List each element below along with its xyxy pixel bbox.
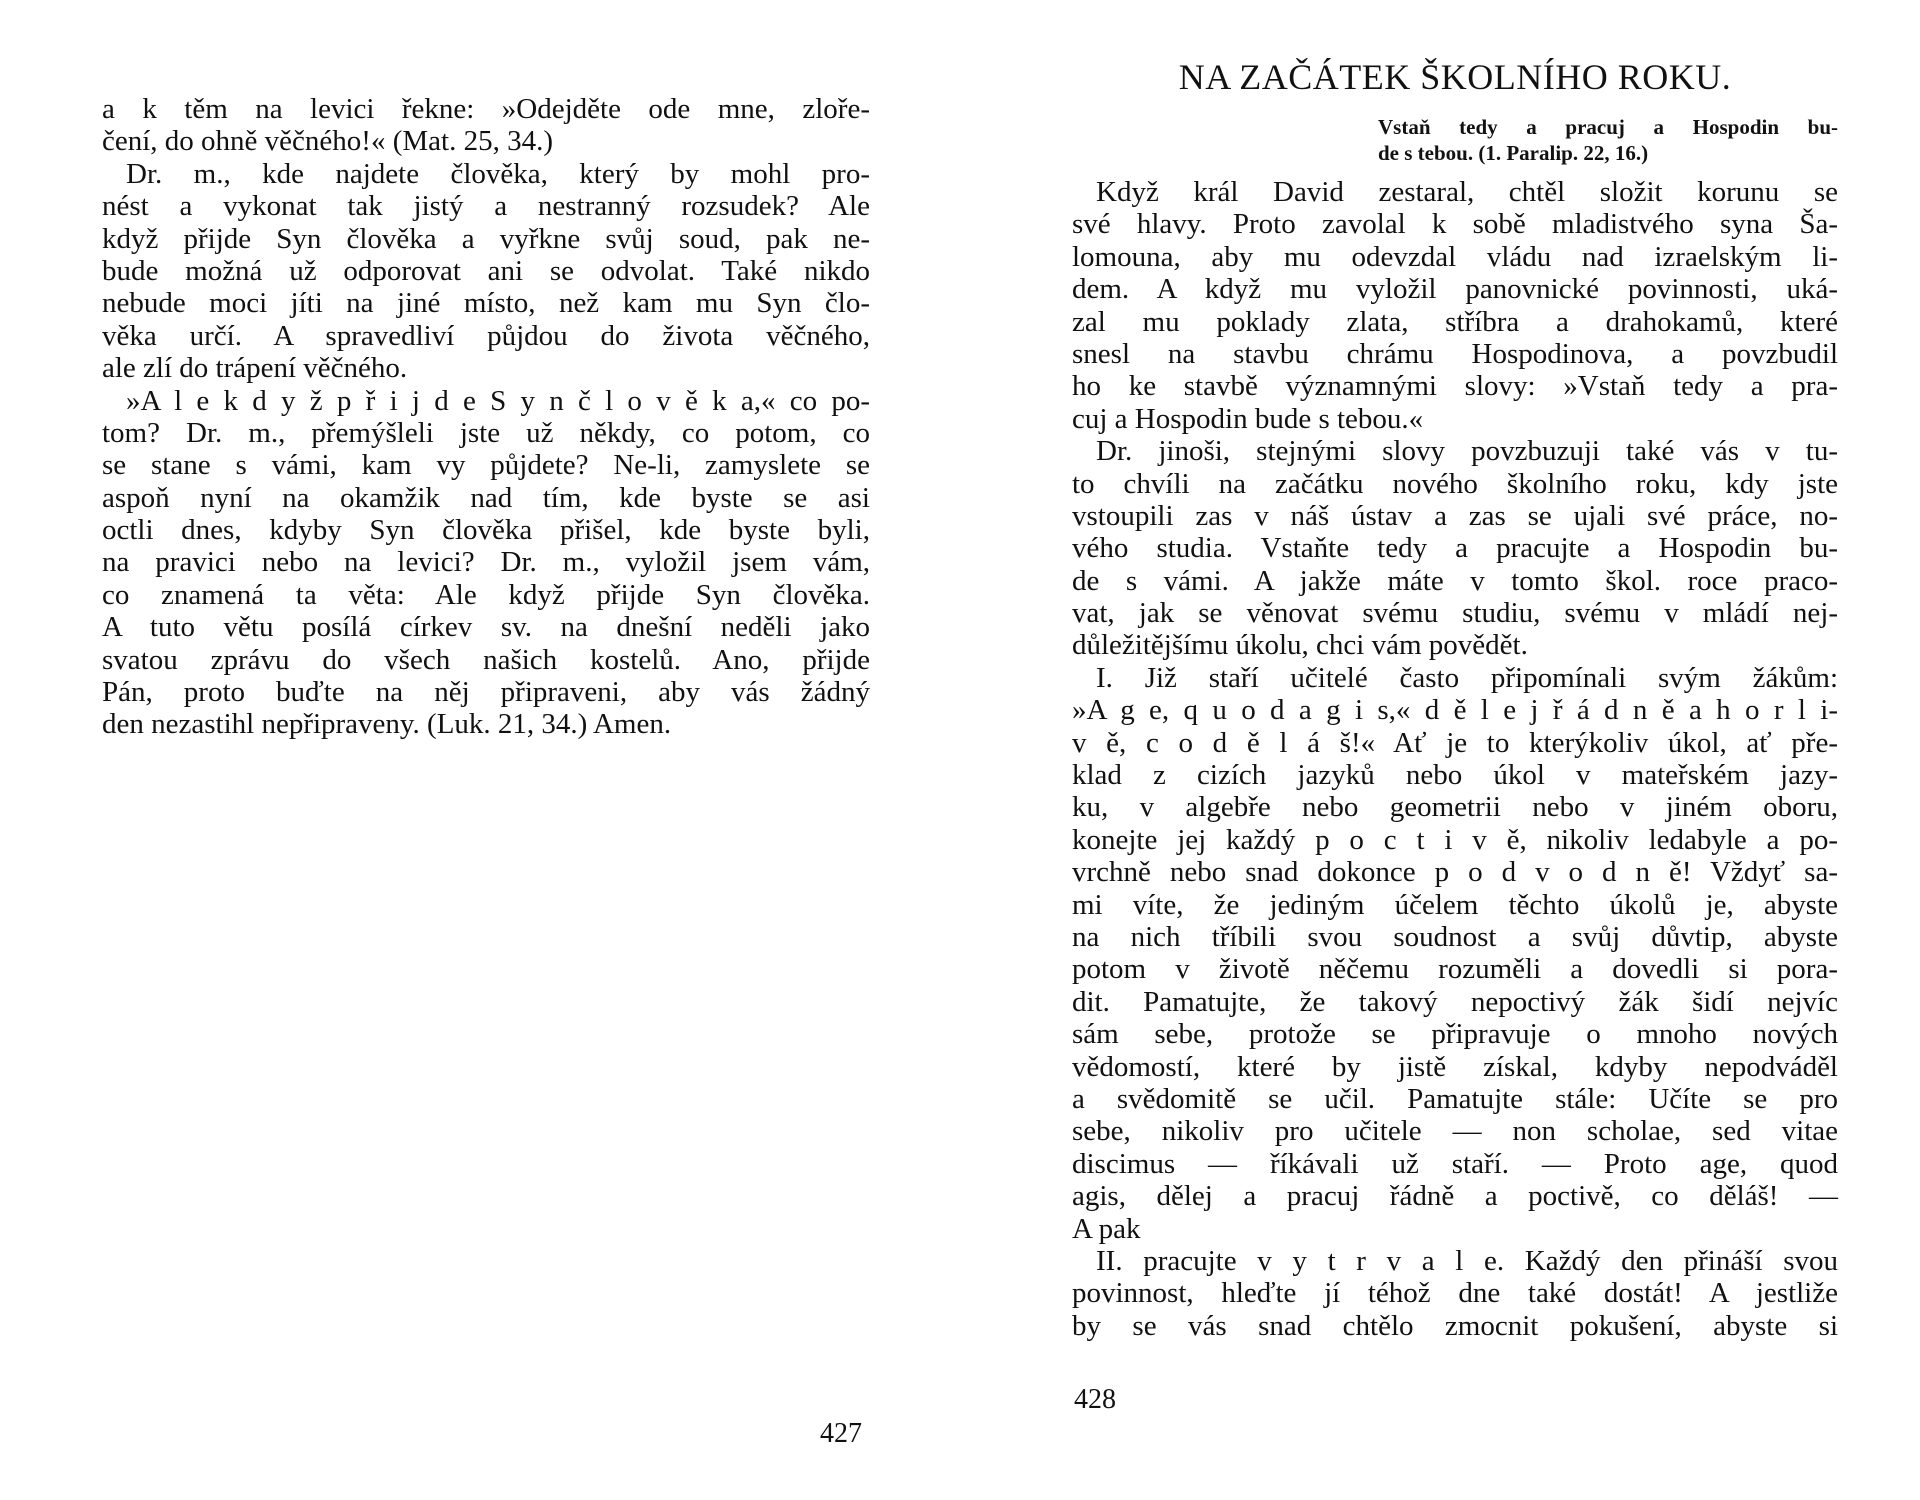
text-line: mi víte, že jediným účelem těchto úkolů je, abyste [1072, 888, 1838, 921]
text-line: dem. A když mu vyložil panovnické povinnosti, uká- [1072, 273, 1838, 306]
epigraph-line: de s tebou. (1. Paralip. 22, 16.) [1378, 141, 1649, 165]
text-line: své hlavy. Proto zavolal k sobě mladistvého syna Ša- [1072, 208, 1838, 241]
paragraph [1072, 1245, 1838, 1342]
text-line: sám sebe, protože se připravuje o mnoho nových [1072, 1018, 1838, 1051]
page-number-right: 428 [1074, 1384, 1116, 1415]
paragraph [102, 385, 870, 741]
text-line: octli dnes, kdyby Syn člověka přišel, kde byste byli, [102, 514, 870, 547]
text-line: Když král David zestaral, chtěl složit korunu se [1096, 176, 1838, 208]
text-line: vého studia. Vstaňte tedy a pracujte a Hospodin bu- [1072, 532, 1838, 565]
text-line: aspoň nyní na okamžik nad tím, kde byste se asi [102, 481, 870, 514]
text-line: ale zlí do trápení věčného. [102, 352, 408, 385]
epigraph [1378, 114, 1838, 166]
text-line: A pak [1072, 1212, 1141, 1245]
text-line: Dr. m., kde najdete člověka, který by mohl pro- [126, 157, 870, 190]
text-line: na pravici nebo na levici? Dr. m., vyložil jsem vám, [102, 546, 870, 579]
text-line: cuj a Hospodin bude s tebou.« [1072, 402, 1424, 435]
text-line: bude možná už odporovat ani se odvolat. Také nikdo [102, 254, 870, 287]
text-line: povinnost, hleďte jí téhož dne také dostát! A jestliže [1072, 1277, 1838, 1310]
text-line: II. pracujte v y t r v a l e. Každý den přináší svou [1096, 1244, 1838, 1277]
text-line: to chvíli na začátku nového školního roku, kdy jste [1072, 467, 1838, 500]
text-line: nebude moci jíti na jiné místo, než kam mu Syn člo- [102, 287, 870, 320]
text-line: agis, dělej a pracuj řádně a poctivě, co děláš! — [1072, 1180, 1838, 1213]
text-line: a svědomitě se učil. Pamatujte stále: Učíte se pro [1072, 1082, 1838, 1115]
paragraph [1072, 435, 1838, 662]
text-line: klad z cizích jazyků nebo úkol v mateřském jazy- [1072, 759, 1838, 792]
text-line: zal mu poklady zlata, stříbra a drahokamů, které [1072, 305, 1838, 338]
text-line: se stane s vámi, kam vy půjdete? Ne-li, zamyslete se [102, 449, 870, 482]
text-line: discimus — říkávali už staří. — Proto age, quod [1072, 1147, 1838, 1180]
text-line: důležitějšímu úkolu, chci vám povědět. [1072, 629, 1528, 662]
text-line: co znamená ta věta: Ale když přijde Syn člověka. [102, 578, 870, 611]
text-line: nést a vykonat tak jistý a nestranný rozsudek? Ale [102, 190, 870, 223]
text-line: vrchně nebo snad dokonce p o d v o d n ě! Vždyť sa- [1072, 856, 1838, 889]
paragraph [102, 93, 870, 158]
text-line: Pán, proto buďte na něj připraveni, aby vás žádný [102, 676, 870, 709]
text-line: svatou zprávu do všech našich kostelů. Ano, přijde [102, 643, 870, 676]
text-line: de s vámi. A jakže máte v tomto škol. roce praco- [1072, 564, 1838, 597]
text-line: potom v životě něčemu rozuměli a dovedli si pora- [1072, 953, 1838, 986]
text-line: I. Již staří učitelé často připomínali svým žákům: [1096, 661, 1838, 694]
text-line: a k těm na levici řekne: »Odejděte ode mne, zloře- [102, 93, 870, 125]
page-number-left: 427 [820, 1418, 862, 1449]
left-page-body [102, 93, 870, 741]
text-line: Dr. jinoši, stejnými slovy povzbuzuji také vás v tu- [1096, 435, 1838, 468]
text-line: snesl na stavbu chrámu Hospodinova, a povzbudil [1072, 337, 1838, 370]
text-line: vstoupili zas v náš ústav a zas se ujali své práce, no- [1072, 499, 1838, 532]
text-line: A tuto větu posílá církev sv. na dnešní neděli jako [102, 611, 870, 644]
text-line: »A l e k d y ž p ř i j d e S y n č l o v ě k a,« co po- [126, 384, 870, 417]
text-line: vědomostí, které by jistě získal, kdyby nepodváděl [1072, 1050, 1838, 1083]
text-line: by se vás snad chtělo zmocnit pokušení, abyste si [1072, 1309, 1838, 1342]
text-line: vat, jak se věnovat svému studiu, svému v mládí nej- [1072, 597, 1838, 630]
text-line: v ě, c o d ě l á š!« Ať je to kterýkoliv úkol, ať pře- [1072, 726, 1838, 759]
chapter-title: NA ZAČÁTEK ŠKOLNÍHO ROKU. [1178, 57, 1732, 97]
text-line: ku, v algebře nebo geometrii nebo v jiném oboru, [1072, 791, 1838, 824]
text-line: tom? Dr. m., přemýšleli jste už někdy, co potom, co [102, 416, 870, 449]
text-line: den nezastihl nepřipraveny. (Luk. 21, 34.) Amen. [102, 708, 672, 741]
text-line: věka určí. A spravedliví půjdou do života věčného, [102, 319, 870, 352]
text-line: ho ke stavbě významnými slovy: »Vstaň tedy a pra- [1072, 370, 1838, 403]
right-page-body [1072, 176, 1838, 1342]
text-line: konejte jej každý p o c t i v ě, nikoliv ledabyle a po- [1072, 823, 1838, 856]
text-line: dit. Pamatujte, že takový nepoctivý žák šidí nejvíc [1072, 985, 1838, 1018]
text-line: když přijde Syn člověka a vyřkne svůj soud, pak ne- [102, 222, 870, 255]
paragraph [1072, 662, 1838, 1245]
text-line: sebe, nikoliv pro učitele — non scholae, sed vitae [1072, 1115, 1838, 1148]
text-line: čení, do ohně věčného!« (Mat. 25, 34.) [102, 125, 553, 158]
text-line: na nich tříbili svou soudnost a svůj důvtip, abyste [1072, 920, 1838, 953]
epigraph-line: Vstaň tedy a pracuj a Hospodin bu- [1378, 115, 1838, 139]
text-line: »A g e, q u o d a g i s,« d ě l e j ř á d n ě a h o r l i- [1072, 694, 1838, 727]
paragraph [102, 158, 870, 385]
text-line: lomouna, aby mu odevzdal vládu nad izraelským li- [1072, 240, 1838, 273]
paragraph [1072, 176, 1838, 435]
